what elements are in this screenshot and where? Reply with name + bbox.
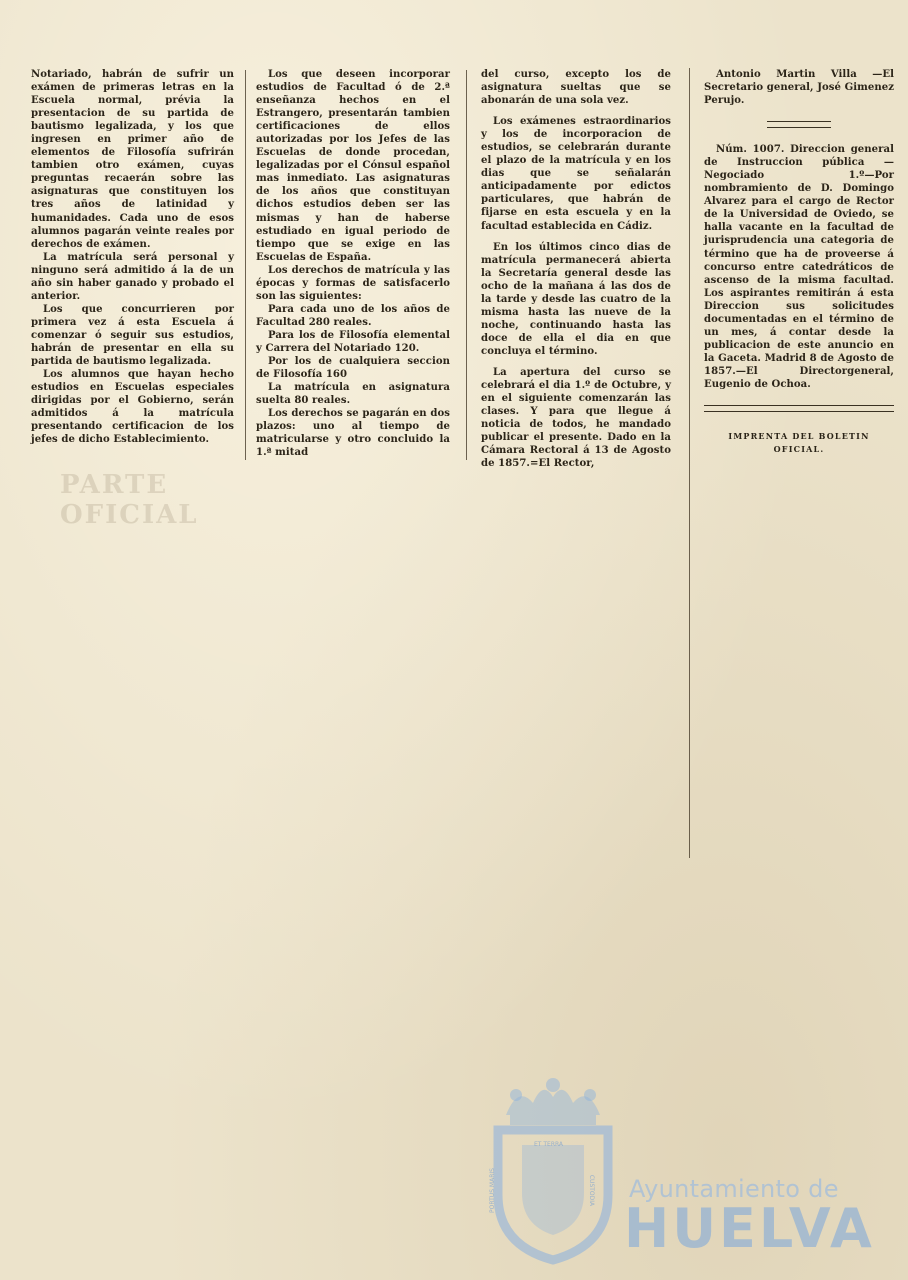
ayuntamiento-watermark [488, 1075, 888, 1275]
printer-imprint: IMPRENTA DEL BOLETIN OFICIAL. [728, 431, 870, 455]
notice-1007: Núm. 1007. Direccion general de Instruccion pública —Negociado 1.º—Por nombramiento de D. Domingo Alvarez para el cargo de Rector de la Universidad de Oviedo, se halla vacante en la facultad de jurisprudencia una categoria de término que ha de proveerse á concurso entre catedráticos de ascenso de la misma facultad. Los aspirantes remitirán á esta Direccion sus solicitudes documentadas en el término de un mes, á contar desde la publicacion de este anuncio en la Gaceta. Madrid 8 de Agosto de 1857.—El Directorgeneral, Eugenio de Ochoa. [704, 144, 894, 390]
watermark-line-1: Ayuntamiento de [629, 1175, 839, 1203]
col3-paragraph-1: del curso, excepto los de asignatura sueltas que se abonarán de una sola vez. [481, 69, 671, 107]
col3-paragraph-4: La apertura del curso se celebrará el dia 1.º de Octubre, y en el siguiente comenzarán las clases. Y para que llegue á noticia de todos, he mandado publicar el presente. Dado en la Cámara Rectoral á 13 de Agosto de 1857.=El Rector, [481, 366, 671, 470]
col1-paragraph-1: Notariado, habrán de sufrir un exámen de primeras letras en la Escuela normal, prévia la presentacion de su partida de bautismo legalizada, y los que ingresen en primer año de elementos de Filosofía sufrirán tambien otro exámen, cuyas preguntas recaerán sobre las asignaturas que constituyen los tres años de latinidad y humanidades. Cada uno de esos alumnos pagarán veinte reales por derechos de exámen. [31, 69, 234, 250]
col3-paragraph-2: Los exámenes estraordinarios y los de incorporacion de estudios, se celebrarán durante el plazo de la matrícula y en los dias que se señalarán anticipadamente por edictos particulares, que habrán de fijarse en esta escuela y en la facultad establecida en Cádiz. [481, 116, 671, 232]
column-2 [256, 68, 450, 459]
column-1 [31, 68, 234, 446]
end-divider [704, 405, 894, 412]
column-rule-3 [689, 68, 690, 858]
column-4 [704, 68, 894, 456]
section-divider [767, 121, 831, 128]
coat-of-arms-icon [488, 1075, 618, 1265]
signature-line: Antonio Martin Villa —El Secretario general, José Gimenez Perujo. [704, 69, 894, 107]
seal-left-text: PORTUS MARIS [488, 1168, 496, 1213]
col1-paragraph-2: La matrícula será personal y ninguno será admitido á la de un año sin haber ganado y probado el anterior. [31, 251, 234, 302]
bleed-through-text: PARTE OFICIAL [60, 470, 199, 530]
col2-paragraph-1: Los que deseen incorporar estudios de Facultad ó de 2.ª enseñanza hechos en el Estrangero, presentarán tambien certificaciones de ellos autorizadas por los Jefes de las Escuelas de donde procedan, legalizadas por el Cónsul español mas inmediato. Las asignaturas de los años que constituyan dichos estudios deben ser las mismas y han de haberse estudiado en igual periodo de tiempo que se exige en las Escuelas de España. [256, 69, 450, 263]
col2-paragraph-7: Los derechos se pagarán en dos plazos: uno al tiempo de matricularse y otro concluido la 1.ª mitad [256, 408, 450, 459]
col3-paragraph-3: En los últimos cinco dias de matrícula permanecerá abierta la Secretaría general desde las ocho de la mañana á las dos de la tarde y desde las cuatro de la misma hasta las nueve de la noche, continuando hasta las doce de ella el dia en que concluya el término. [481, 241, 671, 357]
col2-paragraph-5: Por los de cualquiera seccion de Filosofía 160 [256, 356, 450, 381]
seal-top-text: ET TERRA [534, 1141, 564, 1148]
col2-paragraph-2: Los derechos de matrícula y las épocas y formas de satisfacerlo son las siguientes: [256, 264, 450, 302]
watermark-line-2: HUELVA [624, 1197, 875, 1260]
column-rule-1 [245, 70, 246, 460]
column-rule-2 [466, 70, 467, 460]
col1-paragraph-3: Los que concurrieren por primera vez á esta Escuela á comenzar ó seguir sus estudios, habrán de presentar en ella su partida de bautismo legalizada. [31, 303, 234, 368]
col1-paragraph-4: Los alumnos que hayan hecho estudios en Escuelas especiales dirigidas por el Gobierno, serán admitidos á la matrícula presentando certificacion de los jefes de dicho Establecimiento. [31, 369, 234, 446]
col2-paragraph-6: La matrícula en asignatura suelta 80 reales. [256, 382, 450, 407]
column-3 [481, 68, 671, 470]
col2-paragraph-3: Para cada uno de los años de Facultad 280 reales. [256, 303, 450, 328]
col2-paragraph-4: Para los de Filosofía elemental y Carrera del Notariado 120. [256, 329, 450, 354]
seal-right-text: CUSTODIA [588, 1174, 596, 1207]
